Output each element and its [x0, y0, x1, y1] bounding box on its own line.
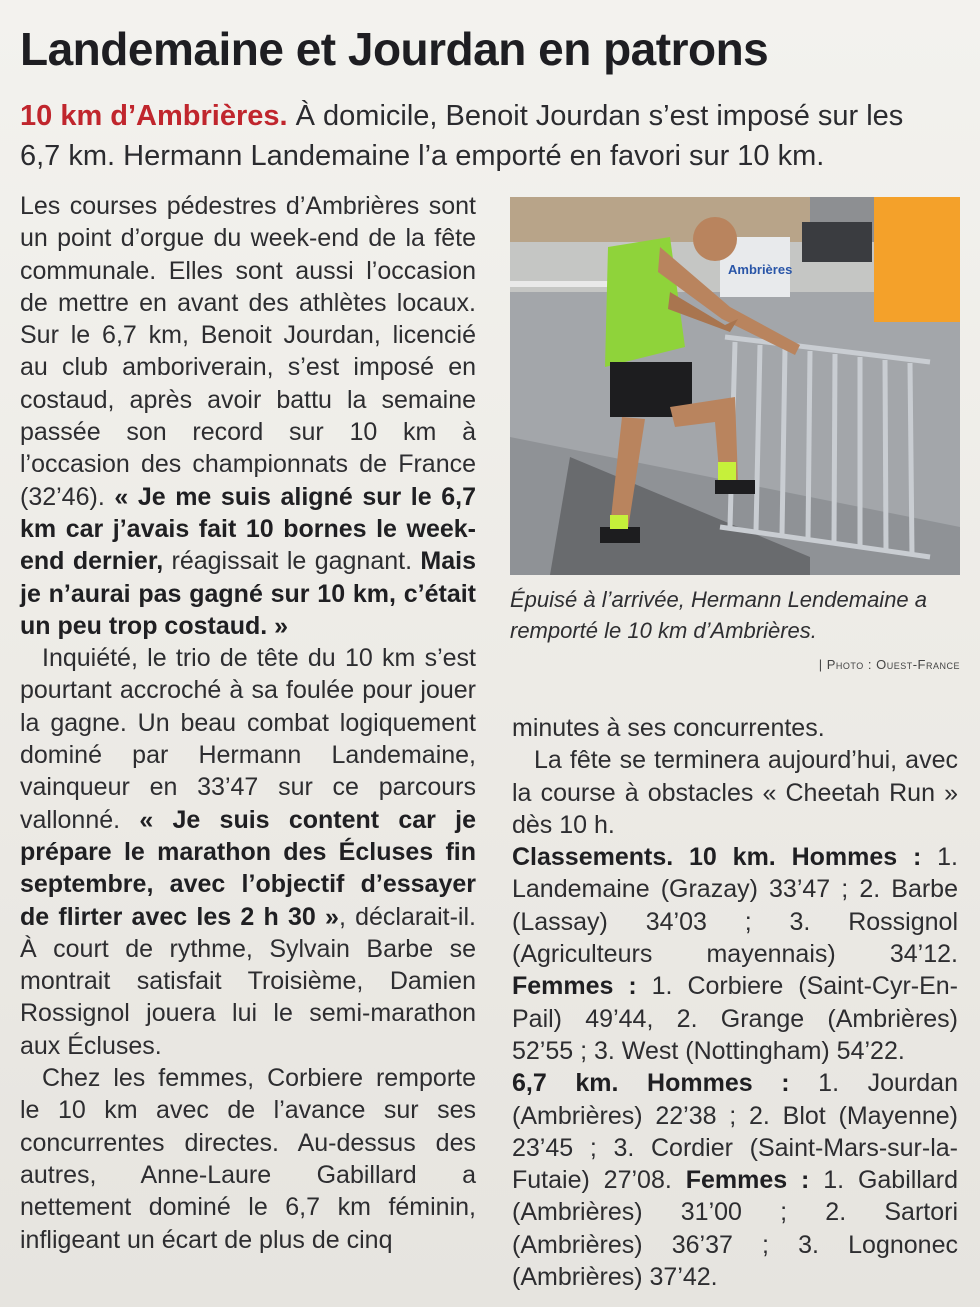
paragraph-2-text: Inquiété, le trio de tête du 10 km s’est pourtant accroché à sa foulée pour jouer la gagne. Un beau combat logiquement dominé par Hermann Landemaine, vainqueur en 33’47 sur ce parcours vallonné.: [20, 644, 476, 834]
runner-illustration: [510, 197, 960, 575]
paragraph-1-text: Les courses pédestres d’Ambrières sont un point d’orgue du week-end de la fête communale. Elles sont aussi l’occasion de mettre en avant des athlètes locaux. Sur le 6,7 km, Benoit Jourdan, licencié au club amboriverain, s’est imposé en costaud, après avoir battu la semaine passée son record sur 10 km à l’occasion des championnats de France (32’46).: [20, 192, 476, 511]
photo-caption: Épuisé à l’arrivée, Hermann Lendemaine a remporté le 10 km d’Ambrières.: [510, 587, 928, 643]
race-photo: [510, 197, 960, 575]
paragraph-3-continued: [512, 712, 958, 744]
quote-jourdan-1: « Je me suis aligné sur le 6,7 km car j’avais fait 10 bornes le week-end dernier,: [20, 482, 476, 576]
quote-landemaine: « Je suis content car je prépare le marathon des Écluses fin septembre, avec l’objectif d’essayer de flirter avec les 2 h 30 »: [20, 805, 476, 931]
paragraph-3: [20, 1062, 476, 1256]
results-10km: [512, 841, 958, 1067]
paragraph-1: [20, 190, 476, 642]
paragraph-3-continued-text: minutes à ses concurrentes.: [512, 714, 825, 742]
results-heading: Classements. 10 km. Hommes :: [512, 843, 922, 872]
results-10km-men: 1. Landemaine (Grazay) 33’47 ; 2. Barbe (Lassay) 34’03 ; 3. Rossignol (Agriculteurs mayennais) 34’12.: [512, 843, 959, 969]
results-67km-men: 1. Jourdan (Ambrières) 22’38 ; 2. Blot (Mayenne) 23’45 ; 3. Cordier (Saint-Mars-sur-la-Futaie) 27’08.: [512, 1069, 958, 1195]
standfirst-text: À domicile, Benoit Jourdan s’est imposé sur les 6,7 km. Hermann Landemaine l’a emporté en favori sur 10 km.: [20, 100, 904, 172]
results-67km-heading: 6,7 km. Hommes :: [512, 1069, 790, 1098]
photo-credit: | Photo : Ouest-France: [818, 657, 960, 672]
paragraph-1-mid: réagissait le gagnant.: [163, 547, 421, 576]
paragraph-4-text: La fête se terminera aujourd’hui, avec la course à obstacles « Cheetah Run » dès 10 h.: [512, 746, 958, 839]
paragraph-2-tail: , déclarait-il. À court de rythme, Sylvain Barbe se montrait satisfait Troisième, Damien Rossignol jouera lui le semi-marathon aux Écluses.: [20, 902, 476, 1060]
standfirst: [20, 96, 950, 176]
article-column-right: [512, 712, 958, 1293]
results-10km-women-label: Femmes :: [512, 972, 637, 1001]
paragraph-2: [20, 642, 476, 1062]
article-column-left: [20, 190, 476, 1256]
headline: Landemaine et Jourdan en patrons: [20, 23, 769, 75]
quote-jourdan-2: Mais je n’aurai pas gagné sur 10 km, c’était un peu trop costaud. »: [20, 547, 476, 640]
results-10km-women: 1. Corbiere (Saint-Cyr-En-Pail) 49’44, 2. Grange (Ambrières) 52’55 ; 3. West (Nottingham) 54’22.: [512, 972, 958, 1065]
results-67km-women-label: Femmes :: [685, 1166, 810, 1195]
results-67km: [512, 1067, 958, 1293]
results-67km-women: 1. Gabillard (Ambrières) 31’00 ; 2. Sartori (Ambrières) 36’37 ; 3. Lognonec (Ambrières) 37’42.: [512, 1166, 958, 1292]
paragraph-3-text: Chez les femmes, Corbiere remporte le 10 km avec de l’avance sur ses concurrentes directes. Au-dessus des autres, Anne-Laure Gabillard a nettement dominé le 6,7 km féminin, infligeant un écart de plus de cinq: [20, 1064, 476, 1254]
paragraph-4: [512, 744, 958, 841]
banner-text: Ambrières: [728, 262, 793, 277]
standfirst-kicker: 10 km d’Ambrières.: [20, 100, 288, 132]
